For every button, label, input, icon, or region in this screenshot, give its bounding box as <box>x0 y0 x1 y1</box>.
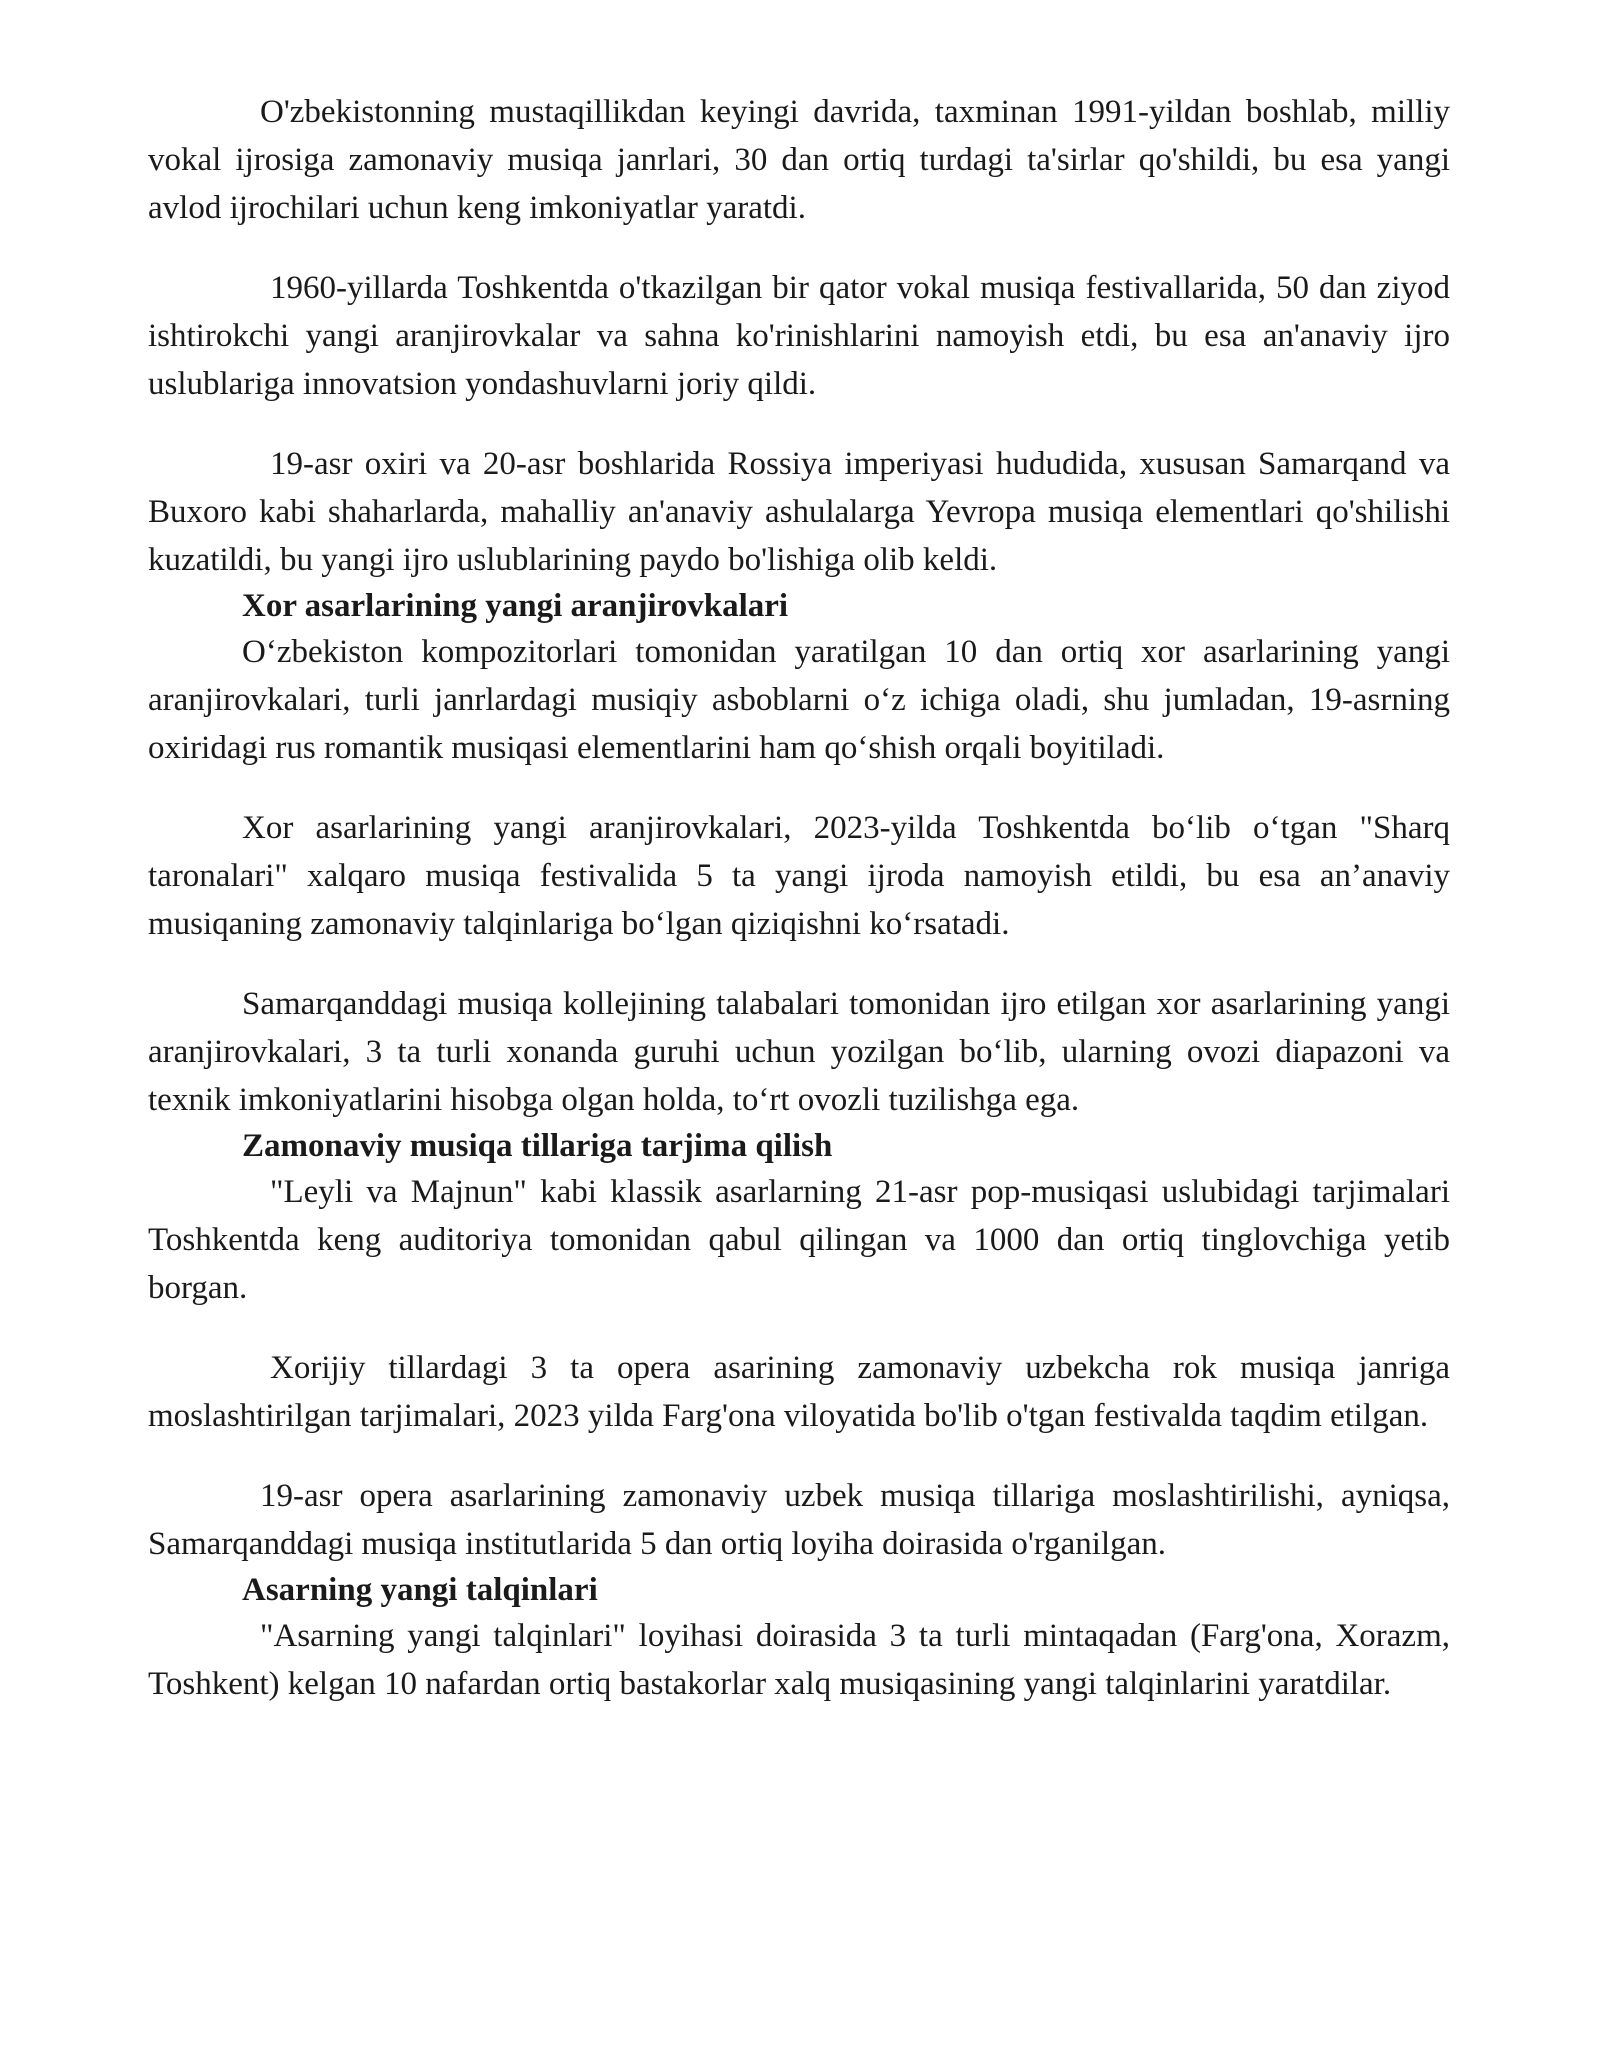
paragraph: Xor asarlarining yangi aranjirovkalari, 2023-yilda Toshkentda bo‘lib o‘tgan "Sharq taronalari" xalqaro musiqa festivalida 5 ta yangi ijroda namoyish etildi, bu esa an’anaviy musiqaning zamonaviy talqinlariga bo‘lgan qiziqishni ko‘rsatadi. <box>148 810 1450 942</box>
paragraph: Xorijiy tillardagi 3 ta opera asarining zamonaviy uzbekcha rok musiqa janriga moslashtirilgan tarjimalari, 2023 yilda Farg'ona viloyatida bo'lib o'tgan festivalda taqdim etilgan. <box>148 1350 1450 1434</box>
document-page <box>148 88 1450 1708</box>
section-heading: Xor asarlarining yangi aranjirovkalari <box>242 588 789 624</box>
paragraph: O'zbekistonning mustaqillikdan keyingi davrida, taxminan 1991-yildan boshlab, milliy vokal ijrosiga zamonaviy musiqa janrlari, 30 dan ortiq turdagi ta'sirlar qo'shildi, bu esa yangi avlod ijrochilari uchun keng imkoniyatlar yaratdi. <box>148 94 1450 226</box>
paragraph: "Leyli va Majnun" kabi klassik asarlarning 21-asr pop-musiqasi uslubidagi tarjimalari Toshkentda keng auditoriya tomonidan qabul qilingan va 1000 dan ortiq tinglovchiga yetib borgan. <box>148 1174 1450 1306</box>
section-heading: Zamonaviy musiqa tillariga tarjima qilish <box>242 1128 833 1164</box>
paragraph: 19-asr opera asarlarining zamonaviy uzbek musiqa tillariga moslashtirilishi, ayniqsa, Samarqanddagi musiqa institutlarida 5 dan ortiq loyiha doirasida o'rganilgan. <box>148 1478 1450 1562</box>
section-new-interpretations <box>148 1568 1450 1708</box>
paragraph: Samarqanddagi musiqa kollejining talabalari tomonidan ijro etilgan xor asarlarining yangi aranjirovkalari, 3 ta turli xonanda guruhi uchun yozilgan bo‘lib, ularning ovozi diapazoni va texnik imkoniyatlarini hisobga olgan holda, to‘rt ovozli tuzilishga ega. <box>148 986 1450 1118</box>
paragraph: "Asarning yangi talqinlari" loyihasi doirasida 3 ta turli mintaqadan (Farg'ona, Xorazm, Toshkent) kelgan 10 nafardan ortiq bastakorlar xalq musiqasining yangi talqinlarini yaratdilar. <box>148 1618 1450 1702</box>
paragraph: O‘zbekiston kompozitorlari tomonidan yaratilgan 10 dan ortiq xor asarlarining yangi aranjirovkalari, turli janrlardagi musiqiy asboblarni o‘z ichiga oladi, shu jumladan, 19-asrning oxiridagi rus romantik musiqasi elementlarini ham qo‘shish orqali boyitiladi. <box>148 634 1450 766</box>
section-modern-translation <box>148 1124 1450 1568</box>
paragraph: 1960-yillarda Toshkentda o'tkazilgan bir qator vokal musiqa festivallarida, 50 dan ziyod ishtirokchi yangi aranjirovkalar va sahna ko'rinishlarini namoyish etdi, bu esa an'anaviy ijro uslublariga innovatsion yondashuvlarni joriy qildi. <box>148 270 1450 402</box>
paragraph: 19-asr oxiri va 20-asr boshlarida Rossiya imperiyasi hududida, xususan Samarqand va Buxoro kabi shaharlarda, mahalliy an'anaviy ashulalarga Yevropa musiqa elementlari qo'shilishi kuzatildi, bu yangi ijro uslublarining paydo bo'lishiga olib keldi. <box>148 446 1450 578</box>
section-heading: Asarning yangi talqinlari <box>242 1572 598 1608</box>
section-choral-arrangements <box>148 584 1450 1124</box>
